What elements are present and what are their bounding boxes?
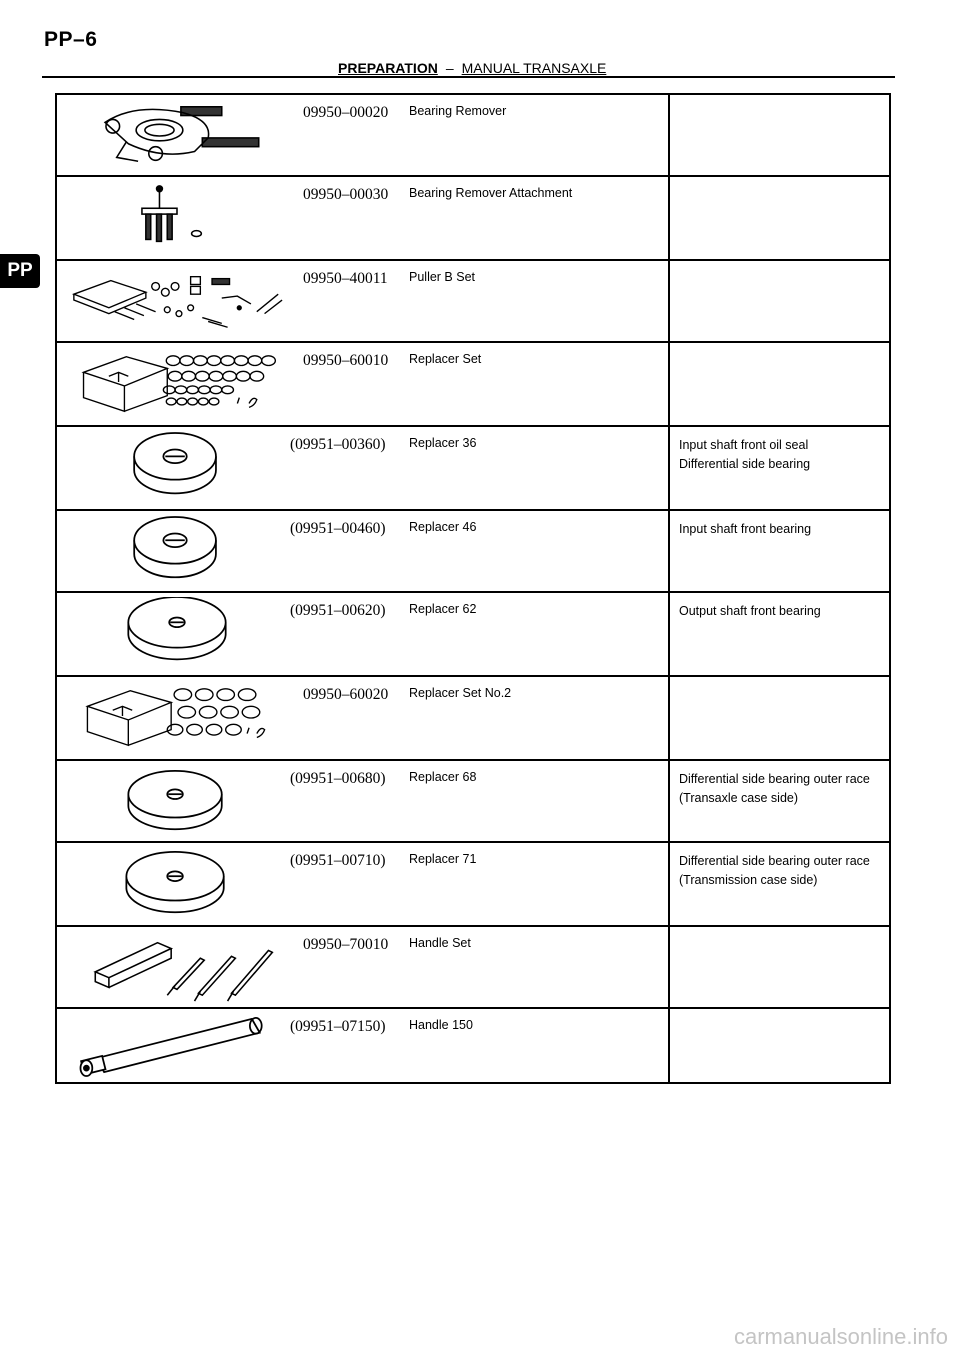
part-number: 09950–40011 [303, 270, 388, 287]
section-title: PREPARATION [338, 60, 438, 76]
part-number: (09951–07150) [290, 1018, 386, 1035]
handle-icon [63, 1013, 291, 1078]
tool-table [55, 93, 891, 1084]
column-divider [668, 261, 670, 341]
tool-name: Handle Set [409, 936, 471, 950]
replacer-disc-icon [63, 765, 291, 837]
section-side-tab: PP [0, 254, 40, 288]
table-row [57, 761, 889, 843]
usage-note-line: Differential side bearing outer race [679, 772, 870, 786]
replacer-set-icon [63, 347, 291, 421]
page-number: PP–6 [44, 28, 98, 51]
usage-note [679, 602, 821, 621]
column-divider [668, 677, 670, 759]
part-number: 09950–60020 [303, 686, 389, 703]
column-divider [668, 843, 670, 925]
part-number: (09951–00460) [290, 520, 386, 537]
usage-note-line: Differential side bearing outer race [679, 854, 870, 868]
table-row [57, 927, 889, 1009]
column-divider [668, 343, 670, 425]
column-divider [668, 593, 670, 675]
tool-name: Replacer 36 [409, 436, 477, 450]
tool-name: Bearing Remover [409, 104, 507, 118]
part-number: (09951–00680) [290, 770, 386, 787]
column-divider [668, 95, 670, 175]
column-divider [668, 427, 670, 509]
table-row [57, 843, 889, 927]
column-divider [668, 927, 670, 1007]
part-number: 09950–70010 [303, 936, 389, 953]
header-rule [42, 76, 895, 78]
bearing-remover-icon [63, 99, 291, 171]
tool-name: Replacer 62 [409, 602, 477, 616]
tool-name: Bearing Remover Attachment [409, 186, 573, 200]
watermark: carmanualsonline.info [733, 1324, 948, 1349]
part-number: (09951–00360) [290, 436, 386, 453]
table-row [57, 593, 889, 677]
handle-set-icon [63, 931, 291, 1003]
table-row [57, 95, 889, 177]
bearing-remover-attachment-icon [63, 181, 291, 255]
part-number: (09951–00710) [290, 852, 386, 869]
tool-name: Replacer Set [409, 352, 482, 366]
table-row [57, 677, 889, 761]
table-row [57, 261, 889, 343]
usage-note-line: Input shaft front bearing [679, 522, 812, 536]
part-number: 09950–00020 [303, 104, 389, 121]
replacer-set-icon [63, 681, 291, 755]
part-number: 09950–00030 [303, 186, 389, 203]
usage-note-line: (Transmission case side) [679, 873, 818, 887]
table-row [57, 511, 889, 593]
column-divider [668, 761, 670, 841]
part-number: (09951–00620) [290, 602, 386, 619]
tool-name: Replacer 46 [409, 520, 477, 534]
tool-name: Replacer 71 [409, 852, 477, 866]
part-number: 09950–60010 [303, 352, 389, 369]
replacer-disc-icon [63, 431, 291, 505]
tool-name: Replacer Set No.2 [409, 686, 512, 700]
usage-note-line: (Transaxle case side) [679, 791, 799, 805]
usage-note [679, 520, 811, 539]
tool-name: Puller B Set [409, 270, 476, 284]
table-row [57, 343, 889, 427]
column-divider [668, 1009, 670, 1082]
table-row [57, 1009, 889, 1082]
usage-note-line: Output shaft front bearing [679, 604, 821, 618]
replacer-disc-icon [63, 597, 291, 671]
column-divider [668, 511, 670, 591]
page-header [338, 60, 606, 76]
usage-note-line: Differential side bearing [679, 457, 811, 471]
usage-note [679, 770, 870, 808]
usage-note-line: Input shaft front oil seal [679, 438, 809, 452]
header-separator: – [445, 60, 454, 76]
tool-name: Replacer 68 [409, 770, 477, 784]
replacer-disc-icon [63, 847, 291, 921]
tool-name: Handle 150 [409, 1018, 473, 1032]
usage-note [679, 852, 870, 890]
subsection-title: MANUAL TRANSAXLE [461, 60, 607, 76]
column-divider [668, 177, 670, 259]
table-row [57, 177, 889, 261]
table-row [57, 427, 889, 511]
usage-note [679, 436, 810, 474]
replacer-disc-icon [63, 515, 291, 587]
puller-set-icon [63, 265, 291, 337]
